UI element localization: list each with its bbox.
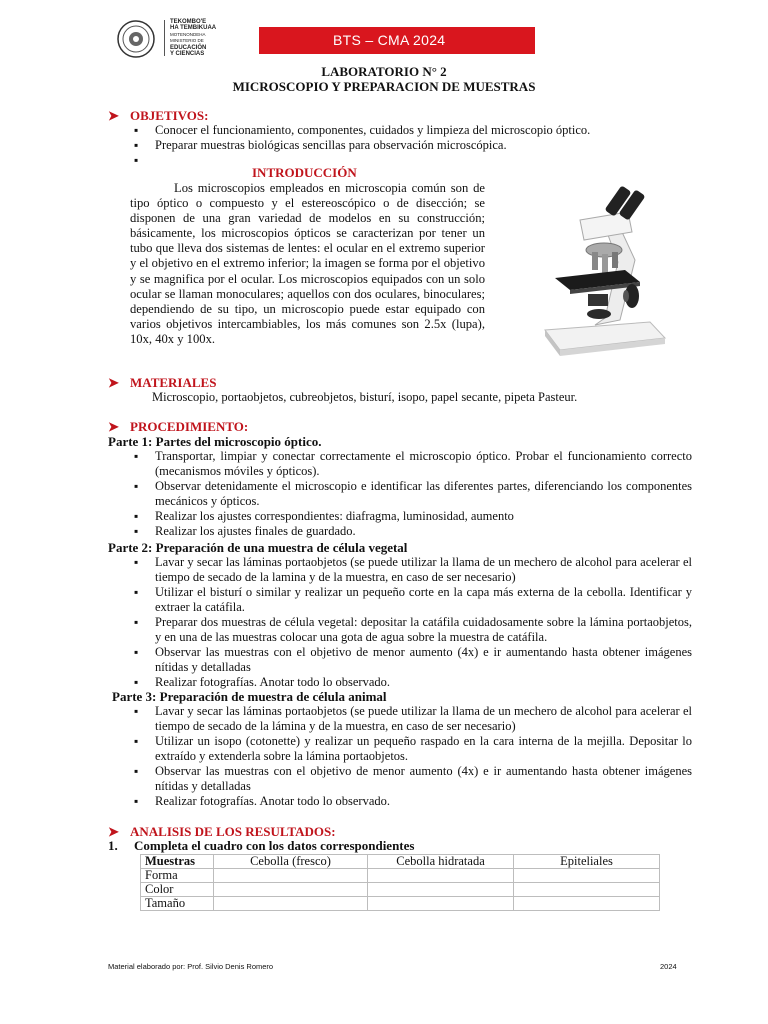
list-item: ▪ Preparar muestras biológicas sencillas para observación microscópica. xyxy=(130,138,670,153)
question-text: Completa el cuadro con los datos correspondientes xyxy=(134,838,415,853)
lab-number-title: LABORATORIO N° 2 xyxy=(321,64,447,79)
list-item xyxy=(130,153,670,168)
materials-heading xyxy=(108,375,216,391)
arrow-bullet-icon: ➤ xyxy=(108,108,119,123)
table-cell[interactable] xyxy=(214,883,368,897)
logo-line: TEKOMBO'E xyxy=(170,19,207,25)
logo-text xyxy=(170,19,216,57)
procedure-heading xyxy=(108,419,248,435)
row-label: Forma xyxy=(141,869,214,883)
part2-title: Parte 2: Preparación de una muestra de célula vegetal xyxy=(108,540,408,555)
question-number: 1. xyxy=(108,838,118,853)
part3-list xyxy=(130,704,692,809)
part1-list xyxy=(130,449,692,539)
table-cell[interactable] xyxy=(368,869,514,883)
list-item: ▪ Conocer el funcionamiento, componentes, cuidados y limpieza del microscopio óptico. xyxy=(130,123,670,138)
table-cell[interactable] xyxy=(368,883,514,897)
objectives-heading xyxy=(108,108,208,124)
list-item: ▪ Observar detenidamente el microscopio e identificar las diferentes partes, diferenciando los componentes mecánicos y ópticos. xyxy=(130,479,692,509)
list-item: ▪ Observar las muestras con el objetivo de menor aumento (4x) e ir aumentando hasta obtener imágenes nítidas y detalladas xyxy=(130,645,692,675)
logo-divider xyxy=(164,20,165,56)
part1-title: Parte 1: Partes del microscopio óptico. xyxy=(108,434,322,449)
list-item: ▪ Lavar y secar las láminas portaobjetos (se puede utilizar la llama de un mechero de alcohol para acelerar el tiempo de secado de la lamina y de la muestra, en caso de ser necesario) xyxy=(130,555,692,585)
table-row xyxy=(141,897,660,911)
results-table xyxy=(140,854,660,911)
footer-author: Material elaborado por: Prof. Silvio Denis Romero xyxy=(108,962,274,971)
table-row xyxy=(141,883,660,897)
table-row xyxy=(141,869,660,883)
table-header-row xyxy=(141,855,660,869)
list-item: ▪ Realizar los ajustes finales de guardado. xyxy=(130,524,692,539)
procedure-heading-text: PROCEDIMIENTO: xyxy=(130,419,249,434)
table-cell[interactable] xyxy=(368,897,514,911)
materials-heading-text: MATERIALES xyxy=(130,375,217,390)
part3-title: Parte 3: Preparación de muestra de célula animal xyxy=(112,689,387,704)
list-item: ▪ Preparar dos muestras de célula vegetal: depositar la catáfila cuidadosamente sobre la lámina portaobjetos, y en una de las muestras colocar una gota de agua sobre la muestra de catáfila. xyxy=(130,615,692,645)
table-header-cell: Epiteliales xyxy=(514,855,660,869)
question-1 xyxy=(108,838,414,854)
logo-line: HA TEMBIKUAA xyxy=(170,25,217,32)
part2-list xyxy=(130,555,692,690)
arrow-bullet-icon: ➤ xyxy=(108,419,119,434)
table-cell[interactable] xyxy=(214,869,368,883)
footer-year: 2024 xyxy=(660,962,677,971)
list-item: ▪ Realizar los ajustes correspondientes: diafragma, luminosidad, aumento xyxy=(130,509,692,524)
analysis-heading-text: ANALISIS DE LOS RESULTADOS: xyxy=(130,824,336,839)
logo-line: MINISTERIO DE xyxy=(170,38,204,44)
objectives-list xyxy=(130,123,670,168)
table-cell[interactable] xyxy=(514,897,660,911)
objectives-heading-text: OBJETIVOS: xyxy=(130,108,209,123)
table-cell[interactable] xyxy=(514,869,660,883)
table-cell[interactable] xyxy=(214,897,368,911)
list-item: ▪ Lavar y secar las láminas portaobjetos (se puede utilizar la llama de un mechero de alcohol para acelerar el tiempo de secado de la lámina y de la muestra, en caso de ser necesario) xyxy=(130,704,692,734)
arrow-bullet-icon: ➤ xyxy=(108,375,119,390)
arrow-bullet-icon: ➤ xyxy=(108,824,119,839)
introduction-paragraph: Los microscopios empleados en microscopia común son de tipo óptico o compuesto y el estereoscópico o de disección; se disponen de una gran variedad de modelos en su construcción; básicamente, los microscopios ópticos se caracterizan por tener un tubo que lleva dos sistemas de lentes: el ocular en el extremo superior y el objetivo en el extremo inferior; la imagen se forma por el objetivo y se magnifica por el ocular. Los microscopios equipados con un solo ocular se llaman monoculares; aquellos con dos oculares, binoculares; dependiendo de su tipo, un microscopio puede estar equipado con varios objetivos intercambiables, los más comunes son 2.5x (lupa), 10x, 40x y 100x. xyxy=(130,181,485,346)
materials-text: Microscopio, portaobjetos, cubreobjetos, bisturí, isopo, papel secante, pipeta Pasteur. xyxy=(152,390,578,404)
list-item: ▪ Transportar, limpiar y conectar correctamente el microscopio óptico. Probar el funcionamiento correcto (mecanismos móviles y ópticos). xyxy=(130,449,692,479)
list-item: ▪ Utilizar el bisturí o similar y realizar un pequeño corte en la capa más externa de la cebolla. Identificar y extraer la catáfila. xyxy=(130,585,692,615)
lab-main-title: MICROSCOPIO Y PREPARACION DE MUESTRAS xyxy=(232,79,536,94)
logo-line: Y CIENCIAS xyxy=(170,51,205,58)
list-item: ▪ Utilizar un isopo (cotonette) y realizar un pequeño raspado en la cara interna de la mejilla. Depositar lo extraído y extenderla sobre la lámina portaobjetos. xyxy=(130,734,692,764)
microscope-image xyxy=(500,180,688,362)
table-cell[interactable] xyxy=(514,883,660,897)
introduction-heading: INTRODUCCIÓN xyxy=(252,165,357,180)
table-header-cell: Cebolla (fresco) xyxy=(214,855,368,869)
logo-line: EDUCACIÓN xyxy=(170,44,207,51)
table-header-cell: Cebolla hidratada xyxy=(368,855,514,869)
row-label: Tamaño xyxy=(141,897,214,911)
national-seal-icon xyxy=(116,19,156,59)
list-item: ▪ Realizar fotografías. Anotar todo lo observado. xyxy=(130,675,692,690)
row-label: Color xyxy=(141,883,214,897)
course-banner: BTS – CMA 2024 xyxy=(259,27,535,54)
logo-line: MOTENONDEHA xyxy=(170,31,206,37)
header-logo xyxy=(109,16,259,60)
list-item: ▪ Realizar fotografías. Anotar todo lo observado. xyxy=(130,794,692,809)
list-item: ▪ Observar las muestras con el objetivo de menor aumento (4x) e ir aumentando hasta obtener imágenes nítidas y detalladas xyxy=(130,764,692,794)
table-header-cell: Muestras xyxy=(141,855,214,869)
